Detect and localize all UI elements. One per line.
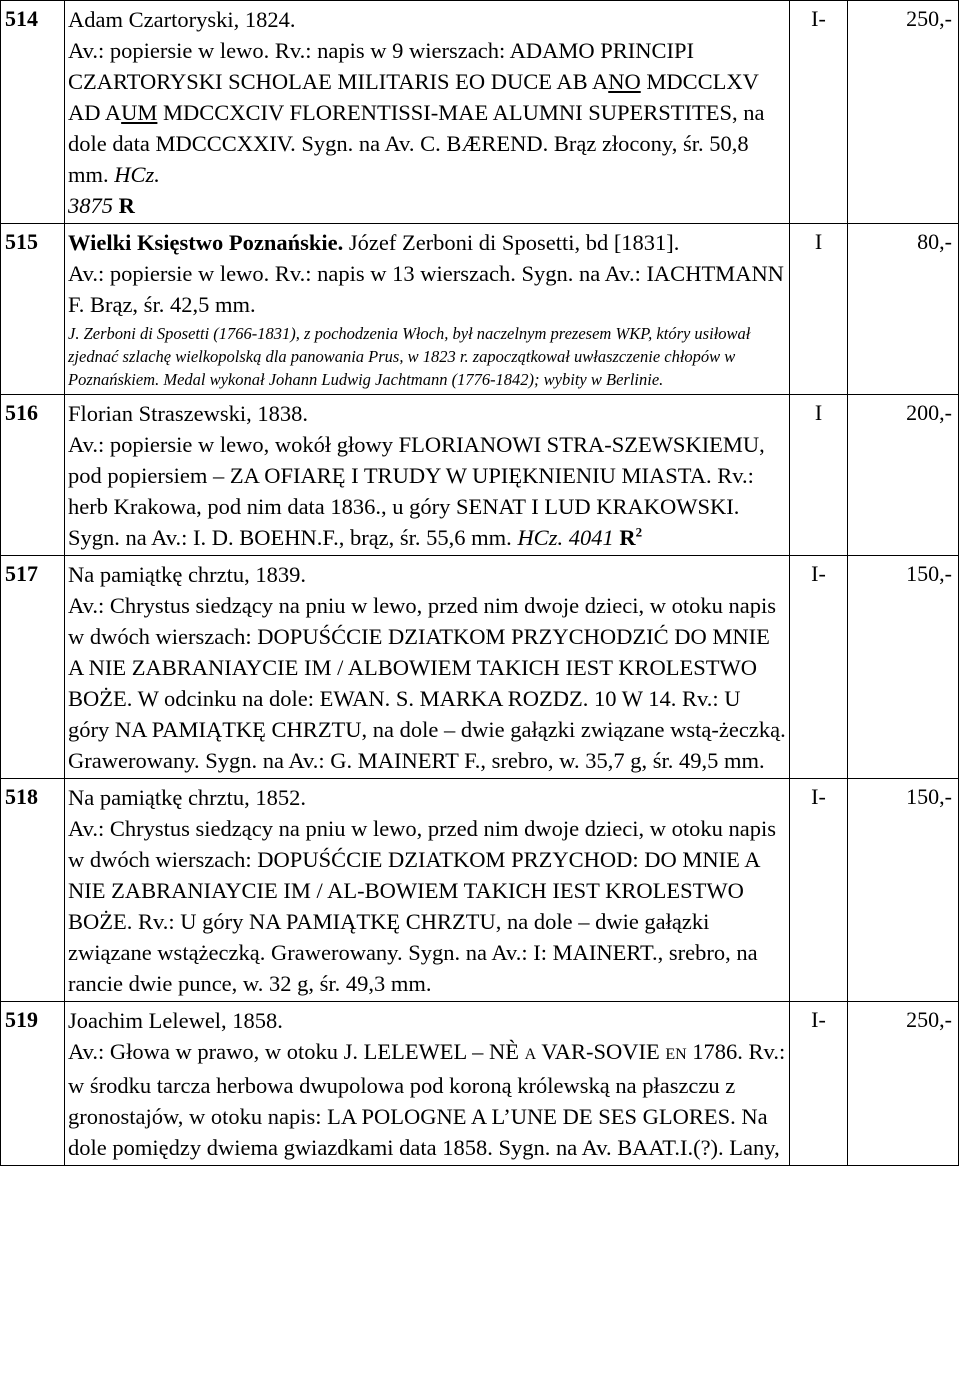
lot-grade: I- xyxy=(790,1002,848,1166)
lot-price: 150,- xyxy=(848,556,959,779)
lot-text: Av.: Chrystus siedzący na pniu w lewo, przed nim dwoje dzieci, w otoku napis w dwóch wierszach: DOPUŚĆCIE DZIATKOM PRZYCHODZIĆ DO MNIE A NIE ZABRANIAYCIE IM / ALBOWIEM TAKICH IEST KROLESTWO BOŻE. W odcinku na dole: EWAN. S. MARKA ROZDZ. 10 W 14. Rv.: U góry NA PAMIĄTKĘ CHRZTU, na dole – dwie gałązki związane wstą-żeczką. Grawerowany. Sygn. na Av.: G. MAINERT F., srebro, w. 35,7 g, śr. 49,5 mm. xyxy=(68,593,786,773)
catalog-row xyxy=(1,224,959,395)
lot-grade: I- xyxy=(790,779,848,1002)
lot-text: VAR-SOVIE xyxy=(536,1039,666,1064)
lot-number: 518 xyxy=(1,779,65,1002)
underlined-abbreviation: NO xyxy=(608,69,641,94)
lot-text: Av.: Chrystus siedzący na pniu w lewo, przed nim dwoje dzieci, w otoku napis w dwóch wierszach: DOPUŚĆCIE DZIATKOM PRZYCHOD: DO MNIE A NIE ZABRANIAYCIE IM / AL-BOWIEM TAKICH IEST KROLESTWO BOŻE. Rv.: U góry NA PAMIĄTKĘ CHRZTU, na dole – dwie gałązki związane wstążeczką. Grawerowany. Sygn. na Av.: I: MAINERT., srebro, na rancie dwie punce, w. 32 g, śr. 49,3 mm. xyxy=(68,816,776,996)
lot-heading: Wielki Księstwo Poznańskie. xyxy=(68,230,344,255)
small-caps-text: A xyxy=(524,1046,537,1063)
lot-price: 150,- xyxy=(848,779,959,1002)
catalog-row xyxy=(1,556,959,779)
lot-text: Av.: popiersie w lewo. Rv.: napis w 9 wierszach: ADAMO PRINCIPI CZARTORYSKI SCHOLAE MILITARIS EO DUCE AB A xyxy=(68,38,694,94)
lot-description xyxy=(65,779,790,1002)
lot-title: Florian Straszewski, 1838. xyxy=(68,401,308,426)
lot-description xyxy=(65,1,790,224)
lot-grade: I- xyxy=(790,1,848,224)
lot-number: 517 xyxy=(1,556,65,779)
lot-price: 250,- xyxy=(848,1002,959,1166)
lot-title: Adam Czartoryski, 1824. xyxy=(68,7,296,32)
lot-price: 250,- xyxy=(848,1,959,224)
reference-number: 4041 xyxy=(568,525,614,550)
small-caps-text: EN xyxy=(665,1046,687,1063)
lot-note: J. Zerboni di Sposetti (1766-1831), z pochodzenia Włoch, był naczelnym prezesem WKP, który usiłował zjednać szlachę wielkopolską dla panowania Prus, w 1823 r. zapoczątkował uwłaszczenie chłopów w Poznańskiem. Medal wykonał Johann Ludwig Jachtmann (1776-1842); wybity w Berlinie. xyxy=(68,324,751,389)
lot-description xyxy=(65,224,790,395)
catalog-row xyxy=(1,779,959,1002)
lot-title: Na pamiątkę chrztu, 1839. xyxy=(68,562,307,587)
reference-number: 3875 xyxy=(68,193,113,218)
lot-text: 1786. Rv.: w środku tarcza herbowa dwupolowa pod koroną królewską na płaszczu z gronostajów, w otoku napis: LA POLOGNE A L’UNE DE SES GLORES. Na dole pomiędzy dwiema gwiazdkami data 1858. Sygn. na Av. BAAT.I.(?). Lany, xyxy=(68,1039,786,1160)
lot-text: MDCCLXV AD A xyxy=(68,69,759,125)
lot-title: Joachim Lelewel, 1858. xyxy=(68,1008,283,1033)
lot-text: Av.: popiersie w lewo. Rv.: napis w 13 wierszach. Sygn. na Av.: IACHTMANN F. Brąz, śr. 42,5 mm. xyxy=(68,261,784,317)
catalog-row xyxy=(1,1,959,224)
lot-number: 515 xyxy=(1,224,65,395)
catalog-row xyxy=(1,1002,959,1166)
lot-title: Józef Zerboni di Sposetti, bd [1831]. xyxy=(343,230,680,255)
rarity-mark: R xyxy=(118,193,135,218)
lot-number: 516 xyxy=(1,395,65,556)
lot-number: 519 xyxy=(1,1002,65,1166)
lot-text: Av.: Głowa w prawo, w otoku J. LELEWEL – NÈ xyxy=(68,1039,525,1064)
lot-price: 80,- xyxy=(848,224,959,395)
lot-grade: I xyxy=(790,395,848,556)
lot-description xyxy=(65,1002,790,1166)
lot-grade: I- xyxy=(790,556,848,779)
rarity-mark: R xyxy=(619,525,636,550)
reference-label: HCz. xyxy=(114,162,160,187)
lot-title: Na pamiątkę chrztu, 1852. xyxy=(68,785,307,810)
catalog-row xyxy=(1,395,959,556)
lot-text: MDCCXCIV FLORENTISSI-MAE ALUMNI SUPERSTITES, na dole data MDCCCXXIV. Sygn. na Av. C. BÆREND. Brąz złocony, śr. 50,8 mm. xyxy=(68,100,765,187)
lot-text: Av.: popiersie w lewo, wokół głowy FLORIANOWI STRA-SZEWSKIEMU, pod popiersiem – ZA OFIARĘ I TRUDY W UPIĘKNIENIU MIASTA. Rv.: herb Krakowa, pod nim data 1836., u góry SENAT I LUD KRAKOWSKI. Sygn. na Av.: I. D. BOEHN.F., brąz, śr. 55,6 mm. xyxy=(68,432,765,550)
lot-description xyxy=(65,556,790,779)
lot-grade: I xyxy=(790,224,848,395)
underlined-abbreviation: UM xyxy=(121,100,158,125)
lot-price: 200,- xyxy=(848,395,959,556)
reference-label: HCz. xyxy=(517,525,564,550)
lot-number: 514 xyxy=(1,1,65,224)
rarity-superscript: 2 xyxy=(635,524,643,540)
lot-description xyxy=(65,395,790,556)
